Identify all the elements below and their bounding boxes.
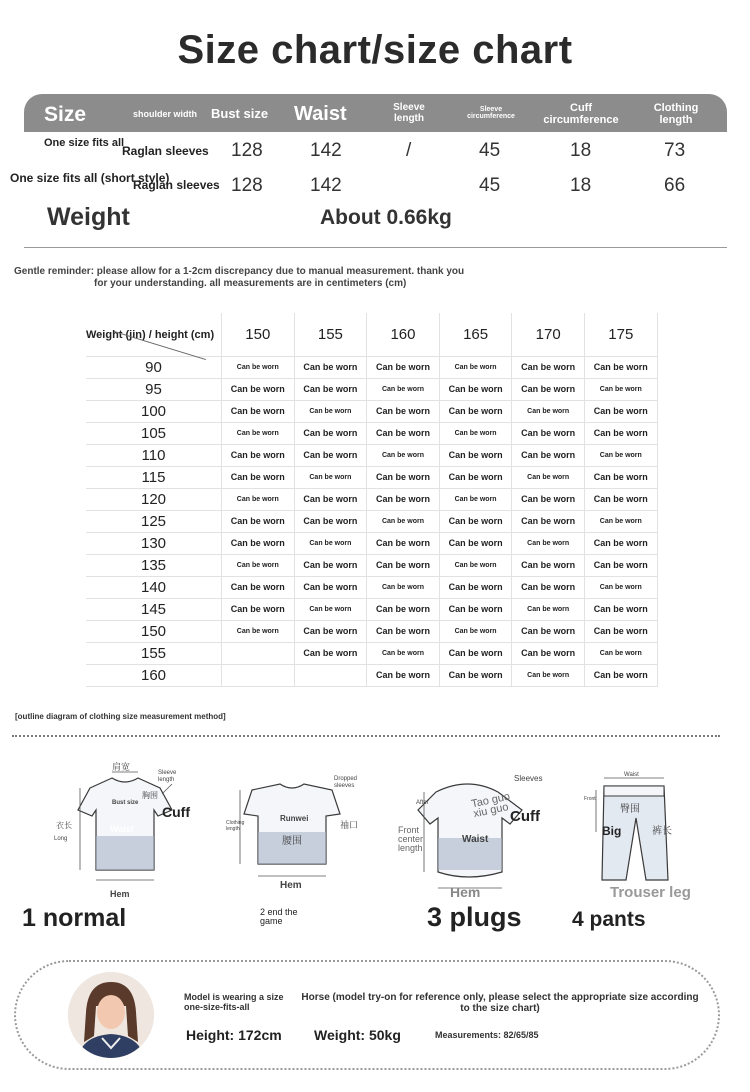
grid-cell: Can be worn [440, 599, 513, 621]
grid-cell: Can be worn [512, 357, 585, 379]
grid-cell: Can be worn [512, 577, 585, 599]
waist-value: 142 [310, 175, 342, 196]
grid-weight-label: 95 [86, 379, 222, 401]
reminder-text [14, 266, 574, 290]
label-shoulder-cn: 肩宽 [112, 762, 131, 772]
label-length-cn: 衣长 [56, 821, 72, 830]
bust-value: 128 [231, 175, 263, 196]
grid-cell: Can be worn [367, 599, 440, 621]
grid-cell: Can be worn [585, 621, 658, 643]
grid-cell: Can be worn [295, 577, 368, 599]
sleeve-type: Raglan sleeves [122, 144, 209, 158]
label-bust-size: Bust size [112, 800, 139, 806]
grid-cell: Can be worn [222, 357, 295, 379]
grid-cell: Can be worn [440, 511, 513, 533]
model-photo [68, 972, 154, 1058]
sleeve-circ-value: 45 [479, 140, 501, 161]
label-hem: Hem [110, 889, 130, 899]
label-bust-cn: 胸围 [142, 791, 158, 800]
size-table-header [24, 94, 727, 132]
length-value: 73 [664, 140, 686, 161]
label-trouser-leg: Trouser leg [610, 884, 691, 901]
grid-cell: Can be worn [512, 489, 585, 511]
header-cuff-circumference: Cuff circumference [543, 102, 619, 126]
cuff-value: 18 [570, 140, 592, 161]
grid-cell: Can be worn [222, 599, 295, 621]
grid-cell: Can be worn [222, 577, 295, 599]
grid-cell: Can be worn [585, 489, 658, 511]
reminder-line-2: for your understanding. all measurements are in centimeters (cm) [94, 278, 407, 289]
reminder-line-1: Gentle reminder: please allow for a 1-2cm discrepancy due to manual measurement. thank you [14, 266, 465, 277]
caption-plugs: 3 plugs [427, 902, 522, 932]
grid-cell: Can be worn [440, 665, 513, 687]
grid-cell: Can be worn [367, 467, 440, 489]
grid-height-header: 165 [440, 313, 513, 357]
grid-cell: Can be worn [295, 357, 368, 379]
grid-weight-label: 150 [86, 621, 222, 643]
grid-weight-label: 130 [86, 533, 222, 555]
label-waist: Waist [462, 834, 489, 845]
grid-cell: Can be worn [512, 467, 585, 489]
grid-cell: Can be worn [295, 379, 368, 401]
grid-cell: Can be worn [512, 423, 585, 445]
grid-cell: Can be worn [367, 423, 440, 445]
header-sleeve-length: Sleeve length [393, 102, 425, 124]
grid-cell: Can be worn [585, 665, 658, 687]
header-shoulder-width: shoulder width [133, 109, 197, 119]
grid-cell: Can be worn [512, 511, 585, 533]
grid-cell: Can be worn [440, 467, 513, 489]
grid-cell: Can be worn [222, 467, 295, 489]
grid-cell: Can be worn [295, 445, 368, 467]
label-hem: Hem [450, 884, 481, 900]
grid-cell: Can be worn [512, 621, 585, 643]
grid-cell: Can be worn [585, 577, 658, 599]
grid-weight-label: 115 [86, 467, 222, 489]
outline-note: [outline diagram of clothing size measurement method] [15, 712, 226, 721]
grid-weight-label: 100 [86, 401, 222, 423]
label-big: Big [602, 824, 622, 838]
grid-cell: Can be worn [367, 643, 440, 665]
label-sleeve-length: Sleeve length [158, 770, 177, 783]
model-height: Height: 172cm [186, 1027, 282, 1043]
label-cuff: Cuff [162, 804, 190, 820]
label-sleeves: Sleeves [514, 774, 543, 783]
grid-cell: Can be worn [585, 401, 658, 423]
label-runwei: Runwei [280, 814, 309, 823]
grid-cell: Can be worn [222, 511, 295, 533]
diagram-pants [584, 772, 714, 904]
grid-cell: Can be worn [440, 577, 513, 599]
grid-cell: Can be worn [512, 643, 585, 665]
grid-weight-label: 105 [86, 423, 222, 445]
fit-grid [86, 313, 658, 687]
label-waist: Waist [624, 772, 639, 778]
grid-cell: Can be worn [222, 489, 295, 511]
grid-cell: Can be worn [295, 467, 368, 489]
grid-cell: Can be worn [440, 555, 513, 577]
grid-weight-label: 90 [86, 357, 222, 379]
header-bust-size: Bust size [211, 106, 269, 121]
grid-cell [295, 665, 368, 687]
waist-value: 142 [310, 140, 342, 161]
size-row-short [0, 172, 750, 202]
grid-cell: Can be worn [512, 401, 585, 423]
grid-cell: Can be worn [367, 489, 440, 511]
divider [24, 247, 727, 248]
weight-value: About 0.66kg [320, 206, 452, 229]
grid-cell: Can be worn [222, 423, 295, 445]
header-clothing-length: Clothing length [653, 102, 699, 126]
grid-weight-label: 160 [86, 665, 222, 687]
grid-cell: Can be worn [222, 533, 295, 555]
grid-cell: Can be worn [440, 445, 513, 467]
grid-cell: Can be worn [440, 401, 513, 423]
grid-cell: Can be worn [512, 665, 585, 687]
grid-height-header: 170 [512, 313, 585, 357]
grid-cell: Can be worn [295, 533, 368, 555]
grid-cell: Can be worn [367, 379, 440, 401]
model-reference-note: Horse (model try-on for reference only, please select the appropriate size according to the size chart) [301, 992, 699, 1014]
grid-corner-label: Weight (jin) / height (cm) [86, 313, 222, 357]
grid-cell: Can be worn [222, 555, 295, 577]
header-sleeve-circumference: Sleeve circumference [467, 106, 515, 121]
model-weight: Weight: 50kg [314, 1027, 401, 1043]
header-waist: Waist [294, 103, 347, 125]
grid-cell: Can be worn [585, 423, 658, 445]
sleeve-length-value: / [406, 140, 412, 161]
grid-cell: Can be worn [367, 577, 440, 599]
grid-height-header: 160 [367, 313, 440, 357]
grid-cell: Can be worn [585, 643, 658, 665]
label-front: Front [584, 796, 596, 802]
grid-cell: Can be worn [440, 621, 513, 643]
grid-cell: Can be worn [440, 357, 513, 379]
caption-normal: 1 normal [22, 904, 127, 932]
grid-weight-label: 145 [86, 599, 222, 621]
grid-cell: Can be worn [222, 401, 295, 423]
size-name: One size fits all [44, 137, 125, 149]
label-waist-cn: 腰围 [282, 836, 302, 847]
weight-label: Weight [47, 203, 130, 231]
grid-cell: Can be worn [367, 665, 440, 687]
grid-cell: Can be worn [585, 555, 658, 577]
grid-height-header: 175 [585, 313, 658, 357]
grid-cell: Can be worn [367, 555, 440, 577]
grid-cell: Can be worn [512, 599, 585, 621]
grid-weight-label: 155 [86, 643, 222, 665]
grid-cell: Can be worn [585, 467, 658, 489]
model-size-note: Model is wearing a size one-size-fits-all [184, 992, 284, 1012]
grid-cell: Can be worn [367, 533, 440, 555]
label-hem: Hem [280, 880, 302, 891]
length-value: 66 [664, 175, 686, 196]
grid-cell: Can be worn [295, 401, 368, 423]
header-size: Size [44, 103, 87, 126]
grid-weight-label: 140 [86, 577, 222, 599]
grid-cell: Can be worn [295, 423, 368, 445]
grid-height-header: 150 [222, 313, 295, 357]
label-dropped-sleeves: Dropped sleeves [334, 776, 358, 789]
grid-weight-label: 110 [86, 445, 222, 467]
grid-cell: Can be worn [585, 445, 658, 467]
label-tao-guo: Tao guo xiu guo [470, 790, 512, 821]
grid-cell: Can be worn [367, 445, 440, 467]
size-name: One size fits all (short style) [10, 171, 170, 185]
grid-cell: Can be worn [367, 511, 440, 533]
grid-cell: Can be worn [440, 533, 513, 555]
label-hip-cn: 臀围 [620, 804, 640, 815]
grid-cell: Can be worn [440, 379, 513, 401]
grid-cell: Can be worn [367, 401, 440, 423]
grid-cell: Can be worn [295, 621, 368, 643]
label-long: Long [54, 836, 68, 842]
grid-weight-label: 135 [86, 555, 222, 577]
grid-cell: Can be worn [585, 533, 658, 555]
label-cuff: Cuff [510, 808, 540, 825]
grid-cell: Can be worn [512, 445, 585, 467]
grid-cell: Can be worn [512, 533, 585, 555]
size-row-standard [0, 138, 750, 168]
caption-end-game: 2 end the game [260, 907, 298, 926]
bust-value: 128 [231, 140, 263, 161]
grid-cell: Can be worn [440, 643, 513, 665]
grid-cell [222, 665, 295, 687]
grid-cell: Can be worn [295, 599, 368, 621]
model-measurements: Measurements: 82/65/85 [435, 1030, 539, 1040]
grid-cell: Can be worn [440, 423, 513, 445]
diagram-normal [50, 758, 210, 898]
grid-cell: Can be worn [512, 555, 585, 577]
grid-cell: Can be worn [367, 621, 440, 643]
grid-cell: Can be worn [295, 489, 368, 511]
grid-cell: Can be worn [585, 379, 658, 401]
grid-cell: Can be worn [295, 643, 368, 665]
label-length-cn: 裤长 [652, 826, 672, 837]
label-front-center-length: Front center length [398, 825, 424, 853]
caption-pants: 4 pants [572, 908, 646, 931]
diagram-dropped-sleeve [222, 772, 372, 892]
grid-cell: Can be worn [222, 621, 295, 643]
grid-cell: Can be worn [440, 489, 513, 511]
grid-cell [222, 643, 295, 665]
grid-cell: Can be worn [295, 555, 368, 577]
grid-cell: Can be worn [585, 357, 658, 379]
page-title: Size chart/size chart [177, 28, 573, 72]
grid-cell: Can be worn [585, 511, 658, 533]
grid-cell: Can be worn [367, 357, 440, 379]
grid-cell: Can be worn [585, 599, 658, 621]
label-after: After [416, 800, 429, 806]
dotted-divider [12, 735, 720, 737]
grid-cell: Can be worn [295, 511, 368, 533]
model-avatar [68, 972, 154, 1058]
sleeve-circ-value: 45 [479, 175, 501, 196]
grid-height-header: 155 [295, 313, 368, 357]
label-cuff-cn: 袖口 [340, 820, 359, 830]
grid-weight-label: 120 [86, 489, 222, 511]
label-clothing-length: Clothing length [226, 820, 245, 832]
label-waist: Waist [110, 824, 134, 834]
diagram-raglan [398, 770, 558, 902]
grid-cell: Can be worn [222, 379, 295, 401]
grid-weight-label: 125 [86, 511, 222, 533]
grid-cell: Can be worn [222, 445, 295, 467]
sleeve-type: Raglan sleeves [133, 178, 220, 192]
cuff-value: 18 [570, 175, 592, 196]
grid-cell: Can be worn [512, 379, 585, 401]
